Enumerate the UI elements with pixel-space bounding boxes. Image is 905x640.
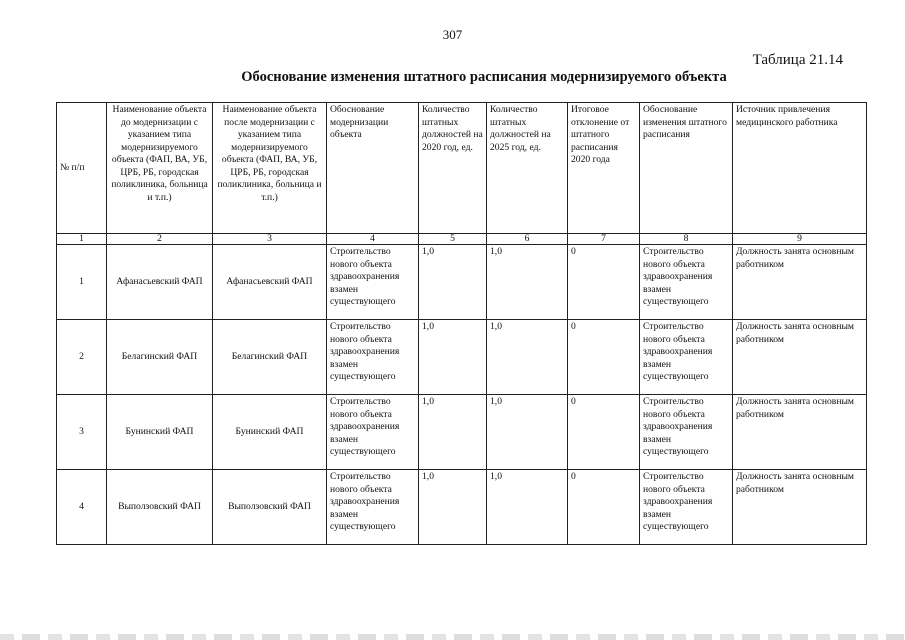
header-cell-number: № п/п: [57, 103, 107, 234]
header-cell-staff-2020: Количество штатных должностей на 2020 год, ед.: [419, 103, 487, 234]
cell-object-before: Белагинский ФАП: [107, 320, 213, 395]
cell-staff-2020: 1,0: [419, 470, 487, 545]
cell-object-before: Выползовский ФАП: [107, 470, 213, 545]
header-cell-reason: Обоснование модернизации объекта: [327, 103, 419, 234]
column-number: 7: [568, 234, 640, 245]
cell-object-before: Афанасьевский ФАП: [107, 245, 213, 320]
cell-staff-2020: 1,0: [419, 320, 487, 395]
header-row: [57, 103, 867, 234]
cell-deviation: 0: [568, 395, 640, 470]
page-number: 307: [442, 27, 463, 42]
column-number-row: [57, 234, 867, 245]
header-cell-staff-2025: Количество штатных должностей на 2025 год, ед.: [487, 103, 568, 234]
table-row: [57, 245, 867, 320]
table-row: [57, 320, 867, 395]
cell-object-after: Белагинский ФАП: [213, 320, 327, 395]
cell-deviation: 0: [568, 470, 640, 545]
cell-staff-2020: 1,0: [419, 395, 487, 470]
cell-reason: Строительство нового объекта здравоохранения взамен существующего: [327, 320, 419, 395]
cell-number: 1: [57, 245, 107, 320]
cell-change-reason: Строительство нового объекта здравоохранения взамен существующего: [640, 320, 733, 395]
column-number: 3: [213, 234, 327, 245]
cell-source: Должность занята основным работником: [733, 245, 867, 320]
header-cell-after: Наименование объекта после модернизации с указанием типа модернизируемого объекта (ФАП, ВА, УБ, ЦРБ, РБ, городская поликлиника, больница и т.п.): [213, 103, 327, 234]
column-number: 8: [640, 234, 733, 245]
cell-staff-2020: 1,0: [419, 245, 487, 320]
cell-staff-2025: 1,0: [487, 470, 568, 545]
cell-object-before: Бунинский ФАП: [107, 395, 213, 470]
cell-change-reason: Строительство нового объекта здравоохранения взамен существующего: [640, 470, 733, 545]
column-number: 6: [487, 234, 568, 245]
cell-source: Должность занята основным работником: [733, 470, 867, 545]
cell-reason: Строительство нового объекта здравоохранения взамен существующего: [327, 395, 419, 470]
column-number: 5: [419, 234, 487, 245]
cell-number: 2: [57, 320, 107, 395]
cell-reason: Строительство нового объекта здравоохранения взамен существующего: [327, 470, 419, 545]
header-cell-before: Наименование объекта до модернизации с указанием типа модернизируемого объекта (ФАП, ВА, УБ, ЦРБ, РБ, городская поликлиника, больница и т.п.): [107, 103, 213, 234]
column-number: 4: [327, 234, 419, 245]
cell-reason: Строительство нового объекта здравоохранения взамен существующего: [327, 245, 419, 320]
table-row: [57, 470, 867, 545]
cell-object-after: Афанасьевский ФАП: [213, 245, 327, 320]
cell-object-after: Выползовский ФАП: [213, 470, 327, 545]
cell-change-reason: Строительство нового объекта здравоохранения взамен существующего: [640, 245, 733, 320]
table-label: Таблица 21.14: [752, 52, 843, 68]
cell-change-reason: Строительство нового объекта здравоохранения взамен существующего: [640, 395, 733, 470]
cell-source: Должность занята основным работником: [733, 320, 867, 395]
column-number: 1: [57, 234, 107, 245]
cell-source: Должность занята основным работником: [733, 395, 867, 470]
header-cell-change-reason: Обоснование изменения штатного расписания: [640, 103, 733, 234]
cell-deviation: 0: [568, 245, 640, 320]
cell-object-after: Бунинский ФАП: [213, 395, 327, 470]
scan-artifact: [0, 634, 905, 640]
header-cell-source: Источник привлечения медицинского работника: [733, 103, 867, 234]
staffing-table: [56, 102, 867, 545]
table-row: [57, 395, 867, 470]
document-title: Обоснование изменения штатного расписания модернизируемого объекта: [241, 69, 727, 85]
cell-deviation: 0: [568, 320, 640, 395]
cell-staff-2025: 1,0: [487, 395, 568, 470]
header-cell-deviation: Итоговое отклонение от штатного расписания 2020 года: [568, 103, 640, 234]
column-number: 9: [733, 234, 867, 245]
cell-staff-2025: 1,0: [487, 245, 568, 320]
cell-number: 3: [57, 395, 107, 470]
cell-staff-2025: 1,0: [487, 320, 568, 395]
column-number: 2: [107, 234, 213, 245]
cell-number: 4: [57, 470, 107, 545]
